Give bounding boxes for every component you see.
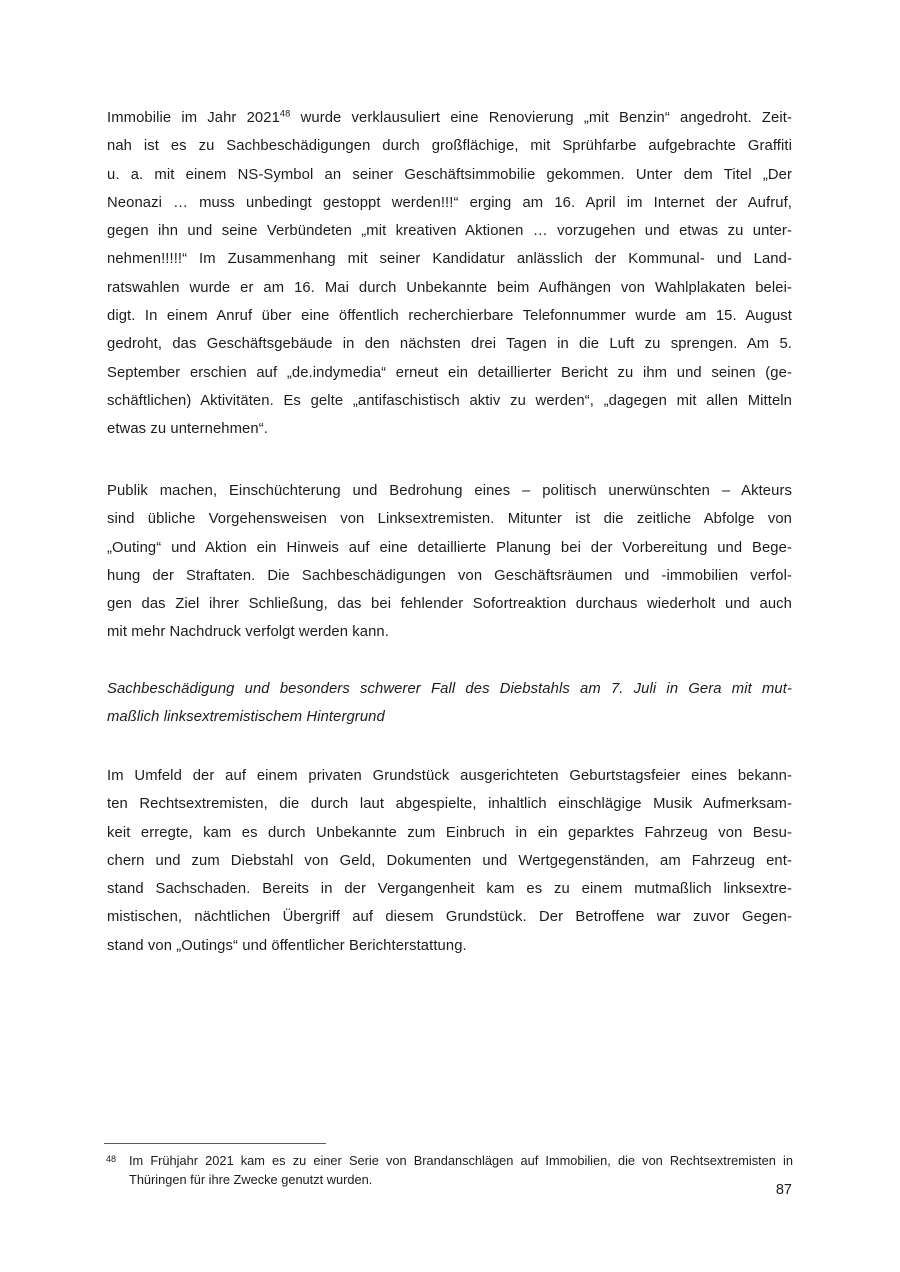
- text-line: stand von „Outings“ und öffentlicher Berichterstattung.: [107, 937, 467, 954]
- footnote-number: 48: [106, 1154, 117, 1164]
- text-line: Publik machen, Einschüchterung und Bedrohung eines – politisch unerwünschten – Akteurs: [107, 483, 792, 499]
- text-line: stand Sachschaden. Bereits in der Vergangenheit kam es zu einem mutmaßlich linksextre-: [107, 881, 792, 898]
- paragraph-3: [107, 762, 792, 960]
- text-line: Neonazi … muss unbedingt gestoppt werden!!!“ erging am 16. April im Internet der Aufruf,: [107, 194, 792, 211]
- text-line: u. a. mit einem NS-Symbol an seiner Geschäftsimmobilie gekommen. Unter dem Titel „Der: [107, 166, 792, 183]
- text-line: Im Umfeld der auf einem privaten Grundstück ausgerichteten Geburtstagsfeier eines bekann-: [107, 768, 792, 784]
- text-line: „Outing“ und Aktion ein Hinweis auf eine detaillierte Planung bei der Vorbereitung und Bege-: [107, 539, 792, 556]
- text-line: etwas zu unternehmen“.: [107, 421, 268, 438]
- footnote-ref-marker: 48: [279, 108, 291, 119]
- text-line: chern und zum Diebstahl von Geld, Dokumenten und Wertgegenständen, am Fahrzeug ent-: [107, 852, 792, 869]
- paragraph-2: [107, 477, 792, 647]
- text-line: gedroht, das Geschäftsgebäude in den nächsten drei Tagen in die Luft zu sprengen. Am 5.: [107, 336, 792, 353]
- text-run: Immobilie im Jahr 2021: [107, 110, 280, 126]
- text-line: September erschien auf „de.indymedia“ erneut ein detaillierter Bericht zu ihm und seinen (ge-: [107, 364, 792, 381]
- page-number: 87: [775, 1182, 792, 1198]
- text-line: digt. In einem Anruf über eine öffentlich recherchierbare Telefonnummer wurde am 15. August: [107, 308, 792, 325]
- text-line: keit erregte, kam es durch Unbekannte zum Einbruch in ein geparktes Fahrzeug von Besu-: [107, 824, 792, 841]
- footnote-line: Im Frühjahr 2021 kam es zu einer Serie von Brandanschlägen auf Immobilien, die von Rechtsextremisten in: [129, 1153, 793, 1168]
- text-line: nehmen!!!!!“ Im Zusammenhang mit seiner Kandidatur anlässlich der Kommunal- und Land-: [107, 251, 792, 268]
- text-line: mit mehr Nachdruck verfolgt werden kann.: [107, 624, 389, 641]
- heading-line: Sachbeschädigung und besonders schwerer Fall des Diebstahls am 7. Juli in Gera mit mut-: [107, 681, 792, 697]
- text-line: [107, 104, 792, 132]
- text-run: wurde verklausuliert eine Renovierung „mit Benzin“ angedroht. Zeit-: [290, 110, 792, 126]
- text-line: sind übliche Vorgehensweisen von Linksextremisten. Mitunter ist die zeitliche Abfolge von: [107, 511, 792, 528]
- paragraph-1: [107, 104, 792, 444]
- text-line: schäftlichen) Aktivitäten. Es gelte „antifaschistisch aktiv zu werden“, „dagegen mit allen Mitteln: [107, 392, 792, 409]
- text-line: mistischen, nächtlichen Übergriff auf diesem Grundstück. Der Betroffene war zuvor Gegen-: [107, 909, 792, 926]
- text-line: hung der Straftaten. Die Sachbeschädigungen von Geschäftsräumen und -immobilien verfol-: [107, 567, 792, 584]
- footnote-separator: [104, 1143, 326, 1144]
- text-line: gen das Ziel ihrer Schließung, das bei fehlender Sofortreaktion durchaus wiederholt und auch: [107, 596, 792, 613]
- text-line: nah ist es zu Sachbeschädigungen durch großflächige, mit Sprühfarbe aufgebrachte Graffiti: [107, 138, 792, 155]
- footnote-line: Thüringen für ihre Zwecke genutzt wurden.: [129, 1172, 373, 1187]
- text-line: ratswahlen wurde er am 16. Mai durch Unbekannte beim Aufhängen von Wahlplakaten belei-: [107, 279, 792, 296]
- text-line: gegen ihn und seine Verbündeten „mit kreativen Aktionen … vorzugehen und etwas zu unter-: [107, 223, 792, 240]
- text-line: ten Rechtsextremisten, die durch laut abgespielte, inhaltlich einschlägige Musik Aufmerksam-: [107, 796, 792, 813]
- section-heading-italic: [107, 675, 792, 732]
- heading-line: maßlich linksextremistischem Hintergrund: [107, 709, 385, 726]
